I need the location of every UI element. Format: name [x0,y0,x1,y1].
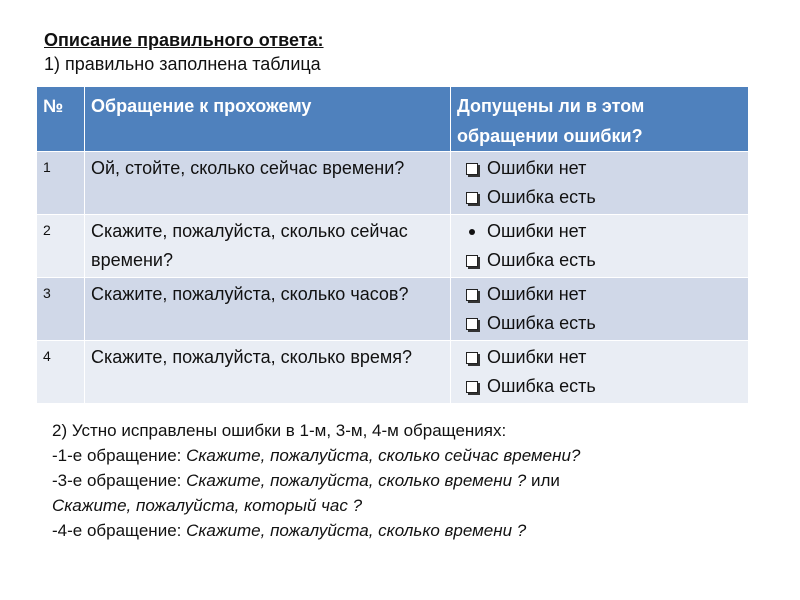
note-item [52,518,772,543]
note-correction: Скажите, пожалуйста, сколько сейчас времени? [186,446,581,465]
checkbox-icon[interactable] [457,352,487,364]
option-label: Ошибки нет [487,347,587,367]
checkbox-icon[interactable] [457,163,487,175]
option-label: Ошибки нет [487,221,587,241]
row-phrase: Скажите, пожалуйста, сколько сейчас времени? [85,215,451,278]
option-label: Ошибка есть [487,313,596,333]
table-row [37,215,749,278]
row-number: 3 [37,278,85,341]
note-prefix: -1-е обращение: [52,446,187,465]
notes-intro: 2) Устно исправлены ошибки в 1-м, 3-м, 4-м обращениях: [52,421,507,440]
option-has-error[interactable] [457,372,742,401]
row-phrase: Скажите, пожалуйста, сколько часов? [85,278,451,341]
answer-table [36,86,749,404]
note-correction: Скажите, пожалуйста, сколько времени ? [186,521,527,540]
bullet-icon [457,229,487,235]
option-has-error[interactable] [457,183,742,212]
note-prefix: -4-е обращение: [52,521,187,540]
row-options [451,278,749,341]
table-row [37,152,749,215]
option-label: Ошибка есть [487,376,596,396]
note-item [52,468,772,493]
row-phrase: Скажите, пожалуйста, сколько время? [85,341,451,404]
table-row [37,278,749,341]
checkbox-icon[interactable] [457,289,487,301]
option-label: Ошибки нет [487,284,587,304]
checkbox-icon[interactable] [457,318,487,330]
row-options [451,152,749,215]
note-correction: Скажите, пожалуйста, который час ? [52,496,363,515]
option-no-error[interactable] [457,217,742,246]
row-number: 1 [37,152,85,215]
corrections-notes [52,418,772,543]
note-correction: Скажите, пожалуйста, сколько времени ? [186,471,527,490]
checkbox-icon[interactable] [457,192,487,204]
header-phrase: Обращение к прохожему [85,87,451,152]
option-label: Ошибки нет [487,158,587,178]
option-no-error[interactable] [457,280,742,309]
row-options [451,215,749,278]
option-no-error[interactable] [457,343,742,372]
row-number: 4 [37,341,85,404]
option-label: Ошибка есть [487,187,596,207]
row-phrase: Ой, стойте, сколько сейчас времени? [85,152,451,215]
note-suffix: или [526,471,560,490]
option-has-error[interactable] [457,246,742,275]
option-has-error[interactable] [457,309,742,338]
checkbox-icon[interactable] [457,381,487,393]
row-number: 2 [37,215,85,278]
heading-block [44,28,324,76]
table-header-row [37,87,749,152]
header-number: № [37,87,85,152]
option-label: Ошибка есть [487,250,596,270]
row-options [451,341,749,404]
page-title: Описание правильного ответа: [44,30,324,50]
page-subtitle: 1) правильно заполнена таблица [44,54,321,74]
table-row [37,341,749,404]
option-no-error[interactable] [457,154,742,183]
note-item [52,493,772,518]
header-errors: Допущены ли в этом обращении ошибки? [451,87,749,152]
note-item [52,443,772,468]
checkbox-icon[interactable] [457,255,487,267]
note-prefix: -3-е обращение: [52,471,187,490]
